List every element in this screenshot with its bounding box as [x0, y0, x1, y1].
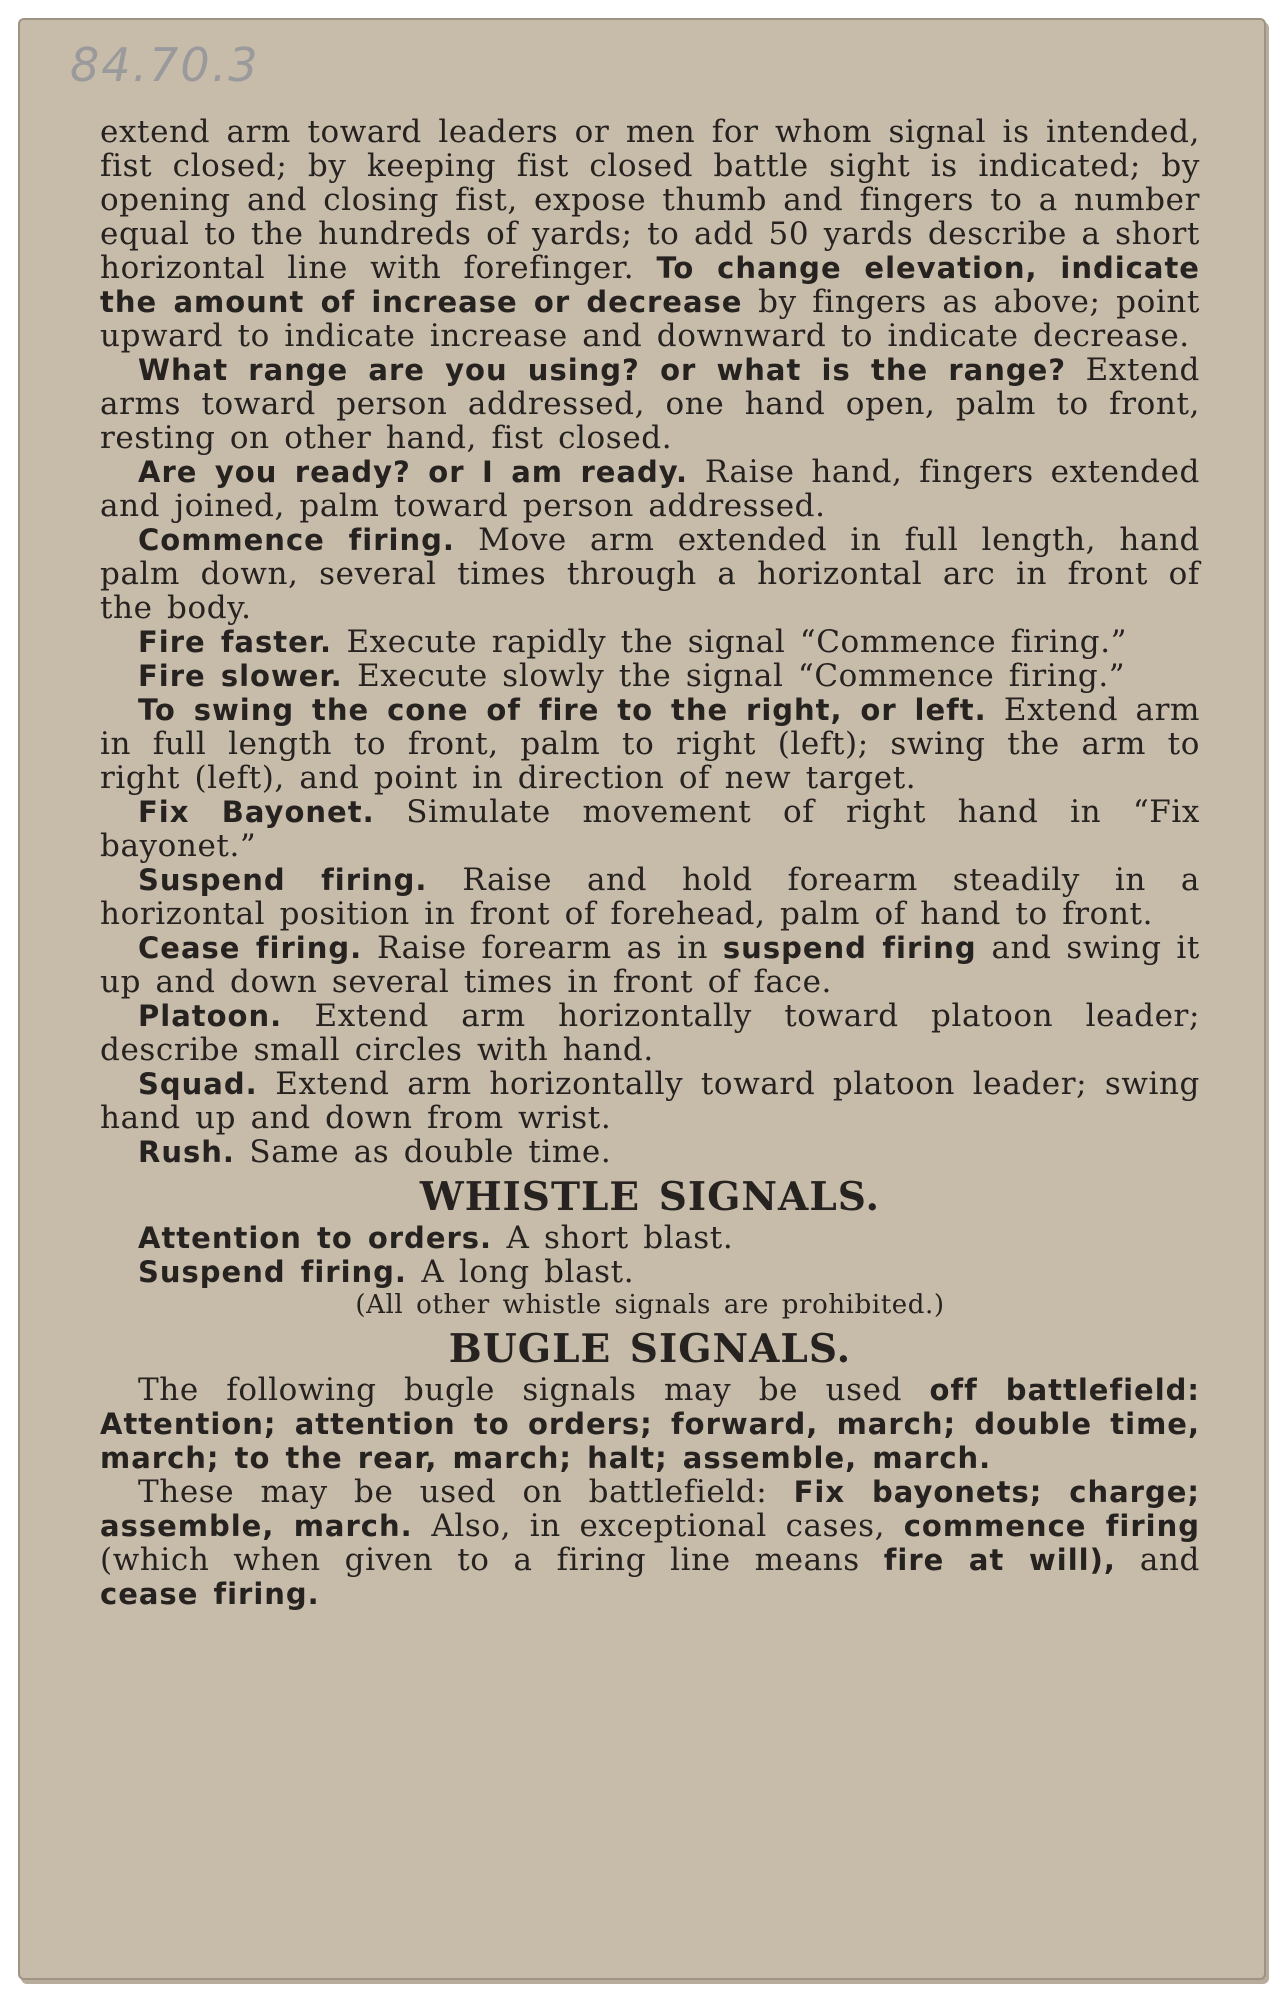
- term-commence-firing: Commence firing.: [138, 523, 455, 557]
- signal-rush: Rush. Same as double time.: [138, 1134, 612, 1170]
- signal-fix-bayonet: Fix Bayonet. Simulate movement of right hand in “Fix bayonet.”: [100, 794, 1200, 864]
- signal-fire-slower: Fire slower. Execute slowly the signal “Commence firing.”: [138, 658, 1126, 694]
- term-fix-bayonet: Fix Bayonet.: [138, 795, 375, 829]
- bugle-on-battlefield: These may be used on battlefield: Fix bayonets; charge; assemble, march. Also, in exceptional cases, commence firing (which when given to a firing line means fire at will), and cease firing.: [100, 1474, 1200, 1611]
- term-change-elevation: To change elevation, indicate the amount of increase or decrease: [100, 251, 1200, 319]
- signal-fire-faster: Fire faster. Execute rapidly the signal “Commence firing.”: [138, 624, 1128, 660]
- term-fire-faster: Fire faster.: [138, 625, 332, 659]
- bugle-off-battlefield: The following bugle signals may be used off battlefield: Attention; attention to orders; forward, march; double time, march; to the rear, march; halt; assemble, march.: [100, 1372, 1200, 1475]
- signal-suspend-firing: Suspend firing. Raise and hold forearm steadily in a horizontal position in front of forehead, palm of hand to front.: [100, 862, 1200, 932]
- term-fire-slower: Fire slower.: [138, 659, 343, 693]
- paragraph-range-signal: extend arm toward leaders or men for whom signal is intended, fist closed; by keeping fist closed battle sight is indicated; by opening and closing fist, expose thumb and fingers to a number equal to the hundreds of yards; to add 50 yards describe a short horizontal line with forefinger. To change elevation, indicate the amount of increase or decrease by fingers as above; point upward to indicate increase and downward to indicate decrease.: [100, 114, 1200, 354]
- signal-card: [18, 18, 1266, 1980]
- signal-are-you-ready: Are you ready? or I am ready. Raise hand, fingers extended and joined, palm toward person addressed.: [100, 454, 1200, 524]
- signal-cease-firing: Cease firing. Raise forearm as in suspend firing and swing it up and down several times in front of face.: [100, 930, 1200, 1000]
- bugle-signals-heading: BUGLE SIGNALS.: [448, 1326, 852, 1372]
- term-suspend-firing: Suspend firing.: [138, 863, 428, 897]
- whistle-suspend: Suspend firing. A long blast.: [138, 1254, 635, 1290]
- signal-squad: Squad. Extend arm horizontally toward platoon leader; swing hand up and down from wrist.: [100, 1066, 1200, 1136]
- term-cease-firing: Cease firing.: [138, 931, 363, 965]
- whistle-signals-heading: WHISTLE SIGNALS.: [419, 1174, 881, 1220]
- accession-number: 84.70.3: [70, 38, 260, 92]
- term-swing-cone: To swing the cone of fire to the right, or left.: [138, 693, 987, 727]
- term-platoon: Platoon.: [138, 999, 283, 1033]
- signals-text: [100, 115, 1200, 1611]
- whistle-attention: Attention to orders. A short blast.: [138, 1220, 734, 1256]
- term-what-range: What range are you using? or what is the range?: [138, 353, 1067, 387]
- signal-swing-cone: To swing the cone of fire to the right, or left. Extend arm in full length to front, palm to right (left); swing the arm to right (left), and point in direction of new target.: [100, 692, 1200, 796]
- whistle-note: (All other whistle signals are prohibited.): [355, 1290, 945, 1320]
- term-are-you-ready: Are you ready? or I am ready.: [138, 455, 689, 489]
- signal-what-range: What range are you using? or what is the range? Extend arms toward person addressed, one hand open, palm to front, resting on other hand, fist closed.: [100, 352, 1200, 456]
- term-rush: Rush.: [138, 1135, 235, 1169]
- signal-commence-firing: Commence firing. Move arm extended in full length, hand palm down, several times through a horizontal arc in front of the body.: [100, 522, 1200, 626]
- signal-platoon: Platoon. Extend arm horizontally toward platoon leader; describe small circles with hand.: [100, 998, 1200, 1068]
- term-squad: Squad.: [138, 1067, 258, 1101]
